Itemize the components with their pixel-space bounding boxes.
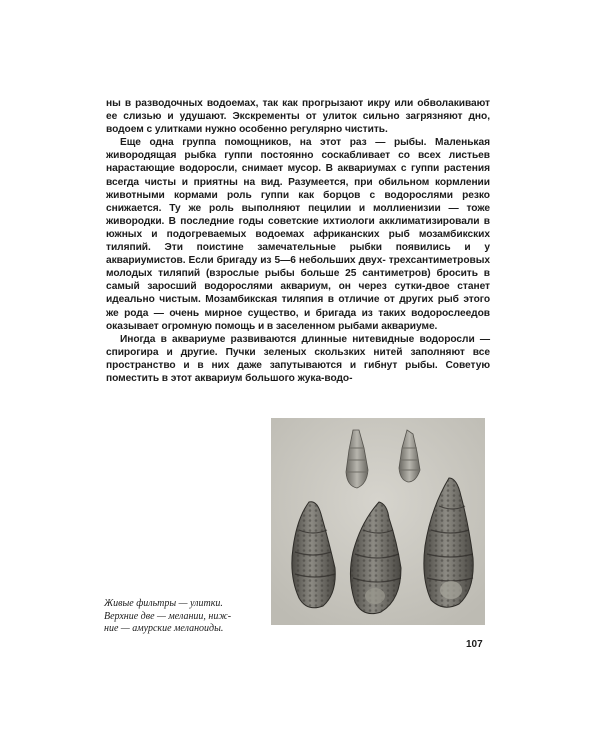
shells-illustration bbox=[271, 418, 485, 625]
caption-line-3: ние — амурские меланоиды. bbox=[104, 623, 224, 635]
paragraph-2: Еще одна группа помощников, на этот раз — рыбы. Маленькая живородящая рыбка гуппи постоянно соскабливает со всех листьев нарастающие водоросли, снимает мусор. В аквариумах с гуппи растения всегда чисты и приятны на вид. Разумеется, при обильном кормлении животными кормами роль гуппи как борцов с водорослями резко снижается. Ту же роль выполняют пецилии и моллиенизии — тоже живородки. В последние годы советские ихтиологи акклиматизировали в южных и подогреваемых водоемах африканских рыб мозамбикских тиляпий. Эти поистине замечательные рыбки появились и у аквариумистов. Если бригаду из 5—6 небольших двух- трехсантиметровых молодых тиляпий (взрослые рыбы больше 25 сантиметров) бросить в самый заросший водорослями аквариум, он через сутки-двое станет идеально чистым. Мозамбикская тиляпия в отличие от других рыб этого же рода — очень мирное существо, и бригада из таких водорослеедов оказывает огромную помощь и в заселенном рыбами аквариуме. bbox=[106, 137, 490, 332]
page-number: 107 bbox=[466, 639, 483, 650]
caption-line-2: Верхние две — мелании, ниж- bbox=[104, 610, 232, 622]
body-text bbox=[106, 97, 490, 385]
photo-caption bbox=[104, 598, 269, 636]
snail-shells-photo bbox=[271, 418, 485, 625]
paragraph-3: Иногда в аквариуме развиваются длинные нитевидные водоросли — спирогира и другие. Пучки зеленых скользких нитей заполняют все пространство и в них даже запутываются и гибнут рыбы. Советую поместить в этот аквариум большого жука-водо- bbox=[106, 333, 490, 384]
paragraph-1: ны в разводочных водоемах, так как прогрызают икру или обволакивают ее слизью и удушают. Экскременты от улиток сильно загрязняют дно, водоем с улитками нужно особенно регулярно чистить. bbox=[106, 98, 490, 136]
caption-line-1: Живые фильтры — улитки. bbox=[104, 598, 223, 609]
